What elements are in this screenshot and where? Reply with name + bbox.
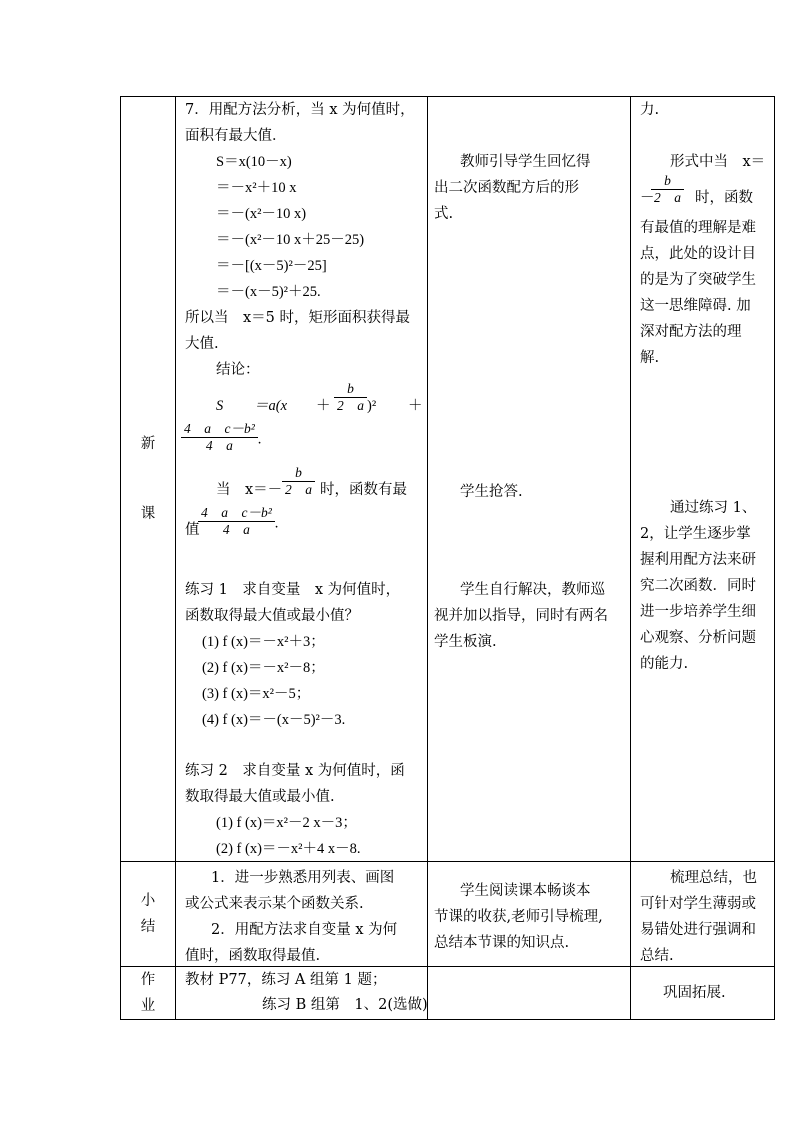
conclusion-label: 结论：	[216, 362, 260, 378]
design-text: 心观察、分析问题	[640, 630, 756, 646]
fraction-4ac-over-4a	[181, 423, 261, 456]
exercise-item: (1) f (x)＝x²－2 x－3；	[216, 815, 357, 831]
equation-line: ＝－(x－5)²＋25.	[216, 284, 321, 300]
fraction-denominator: 2 a	[285, 482, 312, 497]
label-char: 作	[140, 972, 156, 988]
summary-design-text: 梳理总结，也	[670, 870, 757, 886]
teacher-text: 教师引导学生回忆得	[460, 154, 591, 170]
fraction-denominator: 4 a	[222, 522, 250, 537]
summary-text: 值时，函数取得最值.	[185, 948, 321, 964]
period: .	[274, 515, 279, 532]
fraction-numerator: b	[651, 173, 684, 190]
label-char: 结	[140, 919, 156, 935]
label-char: 新	[140, 436, 156, 452]
fraction-numerator: b	[334, 381, 367, 398]
exercise1-title: 练习 1 求自变量 x 为何值时，	[185, 582, 401, 598]
teacher-text: 出二次函数配方后的形	[434, 180, 579, 196]
fraction-numerator: 4 a c－b²	[181, 421, 258, 438]
label-char: 课	[140, 506, 156, 522]
when-text: 当 x＝－	[216, 482, 283, 498]
row-summary	[121, 862, 775, 967]
design-text: 力.	[640, 102, 660, 118]
when-text: 时，函数有最	[320, 482, 407, 498]
exercise2-title: 练习 2 求自变量 x 为何值时，函	[185, 763, 405, 779]
design-text: 握利用配方法来研	[640, 552, 756, 568]
label-char: 业	[140, 998, 156, 1014]
teacher-text: 学生板演.	[434, 634, 497, 650]
summary-teacher-text: 学生阅读课本畅谈本	[460, 883, 591, 899]
formula-part: ＋	[316, 398, 331, 414]
summary-design-text: 总结.	[640, 948, 674, 964]
teacher-text: 视并加以指导，同时有两名	[434, 608, 608, 624]
fraction-denominator: 4 a	[205, 438, 233, 453]
homework-design-text: 巩固拓展.	[663, 985, 726, 1001]
summary-design-text: 易错处进行强调和	[640, 922, 756, 938]
lesson-table	[120, 96, 775, 1020]
value-text: 值	[185, 522, 200, 538]
row-new-lesson	[121, 97, 775, 862]
content-cell-new	[176, 97, 428, 862]
conclusion-text: 大值.	[185, 336, 219, 352]
design-cell-new	[631, 97, 775, 862]
design-text: 深对配方法的理	[640, 324, 742, 340]
row-label-summary	[121, 862, 176, 967]
conclusion-text: 所以当 x＝5 时，矩形面积获得最	[185, 310, 411, 326]
exercise1-line: 函数取得最大值或最小值？	[185, 608, 359, 624]
row-homework	[121, 967, 775, 1020]
fraction-b-over-2a	[651, 175, 684, 208]
exercise-item: (4) f (x)＝－(x－5)²－3.	[202, 712, 346, 728]
exercise2-line: 数取得最大值或最小值.	[185, 789, 335, 805]
teacher-text: 式.	[434, 206, 454, 222]
design-text: 的能力.	[640, 656, 689, 672]
exercise-item: (2) f (x)＝－x²－8；	[202, 660, 325, 676]
content-cell-summary	[176, 862, 428, 967]
formula-part: ＝a(x	[254, 398, 288, 414]
teacher-cell-summary	[428, 862, 631, 967]
fraction-denominator: 2 a	[337, 398, 364, 413]
period: .	[257, 431, 262, 448]
exercise-item: (1) f (x)＝－x²＋3；	[202, 634, 325, 650]
teacher-cell-homework	[428, 967, 631, 1020]
fraction-numerator: b	[282, 465, 315, 482]
design-text: 的是为了突破学生	[640, 272, 756, 288]
formula-S: S	[216, 398, 224, 414]
homework-text: 教材 P77，练习 A 组第 1 题；	[185, 972, 387, 988]
design-text: 进一步培养学生细	[640, 604, 756, 620]
summary-text: 1．进一步熟悉用列表、画图	[211, 870, 395, 886]
fraction-b-over-2a	[334, 383, 367, 416]
summary-text: 或公式来表示某个函数关系.	[185, 896, 364, 912]
teacher-text: 学生抢答.	[460, 484, 523, 500]
exercise-item: (2) f (x)＝－x²＋4 x－8.	[216, 841, 361, 857]
design-text: 解.	[640, 350, 660, 366]
design-cell-homework	[631, 967, 775, 1020]
content-cell-homework	[176, 967, 428, 1020]
fraction-b-over-2a	[282, 467, 315, 500]
homework-text: 练习 B 组第 1、2(选做)	[262, 997, 428, 1013]
formula-part: ＋	[408, 398, 423, 414]
design-text: 形式中当 x＝	[670, 154, 766, 170]
exercise-item: (3) f (x)＝x²－5；	[202, 686, 311, 702]
label-char: 小	[140, 893, 156, 909]
fraction-numerator: 4 a c－b²	[198, 505, 275, 522]
teacher-text: 学生自行解决，教师巡	[460, 582, 605, 598]
fraction-denominator: 2 a	[654, 190, 681, 205]
design-text: 这一思维障碍. 加	[640, 298, 751, 314]
summary-text: 2．用配方法求自变量 x 为何	[211, 922, 398, 938]
design-cell-summary	[631, 862, 775, 967]
equation-line: S＝x(10－x)	[216, 154, 292, 170]
fraction-4ac-over-4a	[198, 507, 278, 540]
q7-line1: 7．用配方法分析，当 x 为何值时，	[185, 102, 415, 118]
summary-design-text: 可针对学生薄弱或	[640, 896, 756, 912]
design-text: 究二次函数．同时	[640, 578, 756, 594]
teacher-cell-new	[428, 97, 631, 862]
equation-line: ＝－(x²－10 x)	[216, 206, 307, 222]
q7-line2: 面积有最大值．	[185, 128, 287, 144]
row-label-homework	[121, 967, 176, 1020]
design-text: 有最值的理解是难	[640, 220, 756, 236]
design-text: 通过练习 1、	[670, 500, 757, 516]
summary-teacher-text: 节课的收获,老师引导梳理,	[434, 909, 603, 925]
summary-teacher-text: 总结本节课的知识点.	[434, 935, 570, 951]
design-text: 时，函数	[695, 190, 753, 206]
design-text: 2，让学生逐步掌	[640, 526, 751, 542]
row-label-new-lesson	[121, 97, 176, 862]
design-text: 点，此处的设计目	[640, 246, 756, 262]
equation-line: ＝－(x²－10 x＋25－25)	[216, 232, 365, 248]
formula-part: )²	[367, 398, 377, 414]
equation-line: ＝－[(x－5)²－25]	[216, 258, 327, 274]
design-text: －	[640, 190, 655, 206]
equation-line: ＝－x²＋10 x	[216, 180, 297, 196]
